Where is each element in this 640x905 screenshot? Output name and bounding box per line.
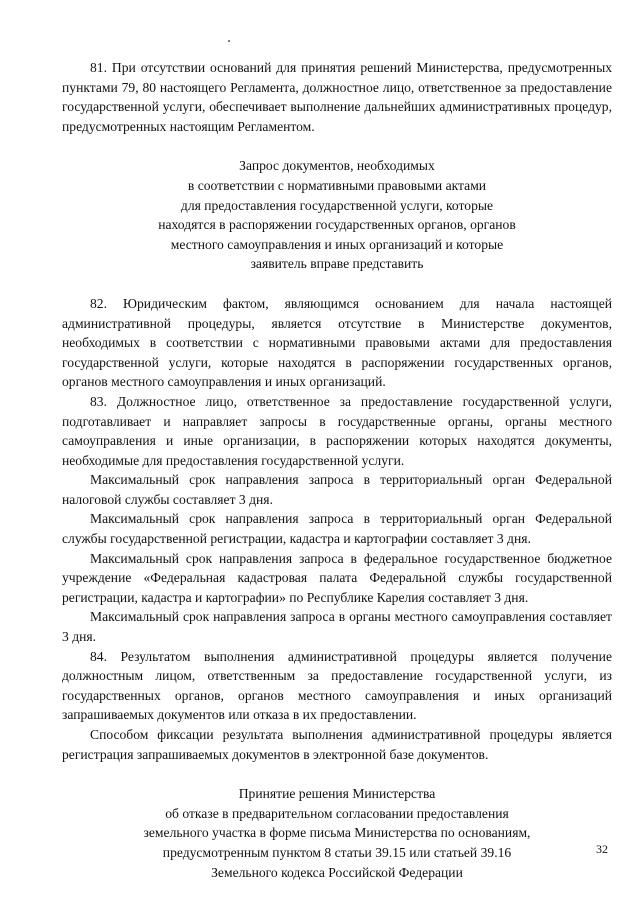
heading-line: в соответствии с нормативными правовыми актами <box>187 177 487 193</box>
scan-speck <box>228 40 230 42</box>
paragraph-81: 81. При отсутствии оснований для принятия решений Министерства, предусмотренных пунктами 79, 80 настоящего Регламента, должностное лицо, ответственное за предоставление государственной услуги, обеспечивает выполнение дальнейших административных процедур, предусмотренных настоящим Регламентом. <box>62 60 612 134</box>
heading-line: заявитель вправе представить <box>250 256 424 272</box>
heading-line: об отказе в предварительном согласовании предоставления <box>165 805 509 821</box>
paragraph-83-fns-deadline: Максимальный срок направления запроса в территориальный орган Федеральной налоговой службы составляет 3 дня. <box>62 472 612 507</box>
spacer <box>62 274 612 294</box>
heading-line: для предоставления государственной услуги, которые <box>180 197 494 213</box>
spacer <box>62 764 612 784</box>
paragraph-83-rosreestr-deadline: Максимальный срок направления запроса в территориальный орган Федеральной службы государственной регистрации, кадастра и картографии составляет 3 дня. <box>62 511 612 547</box>
heading-line: находятся в распоряжении государственных органов, органов <box>158 217 516 233</box>
heading-line: предусмотренным пунктом 8 статьи 39.15 или статьей 39.16 <box>162 844 512 860</box>
spacer <box>62 136 612 156</box>
heading-decision <box>62 784 612 882</box>
paragraph-83-kadastr-deadline: Максимальный срок направления запроса в федеральное государственное бюджетное учреждение «Федеральная кадастровая палата Федеральной службы государственной регистрации, кадастра и картографии» по Республике Карелия составляет 3 дня. <box>62 550 612 605</box>
heading-line: Земельного кодекса Российской Федерации <box>211 864 463 880</box>
document-body <box>62 58 612 882</box>
paragraph-83-local-deadline: Максимальный срок направления запроса в органы местного самоуправления составляет 3 дня. <box>62 609 612 645</box>
heading-line: земельного участка в форме письма Министерства по основаниям, <box>143 825 531 841</box>
heading-line: Запрос документов, необходимых <box>239 158 435 174</box>
heading-line: Принятие решения Министерства <box>238 786 436 802</box>
paragraph-84: 84. Результатом выполнения административной процедуры является получение должностным лицом, ответственным за предоставление государственной услуги, из государственных органов, органов местного самоуправления и иных организаций запрашиваемых документов или отказа в их предоставлении. <box>62 648 612 723</box>
heading-request-documents <box>62 156 612 274</box>
page-number: 32 <box>596 842 608 856</box>
paragraph-83: 83. Должностное лицо, ответственное за предоставление государственной услуги, подготавливает и направляет запросы в государственные органы, органы местного самоуправления и иные организации, в распоряжении которых находятся документы, необходимые для предоставления государственной услуги. <box>62 393 612 468</box>
paragraph-84-fixation: Способом фиксации результата выполнения административной процедуры является регистрация запрашиваемых документов в электронной базе документов. <box>62 727 612 762</box>
heading-line: местного самоуправления и иных организаций и которые <box>170 236 504 252</box>
paragraph-82: 82. Юридическим фактом, являющимся основанием для начала настоящей административной процедуры, является отсутствие в Министерстве документов, необходимых в соответствии с нормативными правовыми актами для предоставления государственной услуги, которые находятся в распоряжении государственных органов, органов местного самоуправления и иных организаций. <box>62 295 612 390</box>
